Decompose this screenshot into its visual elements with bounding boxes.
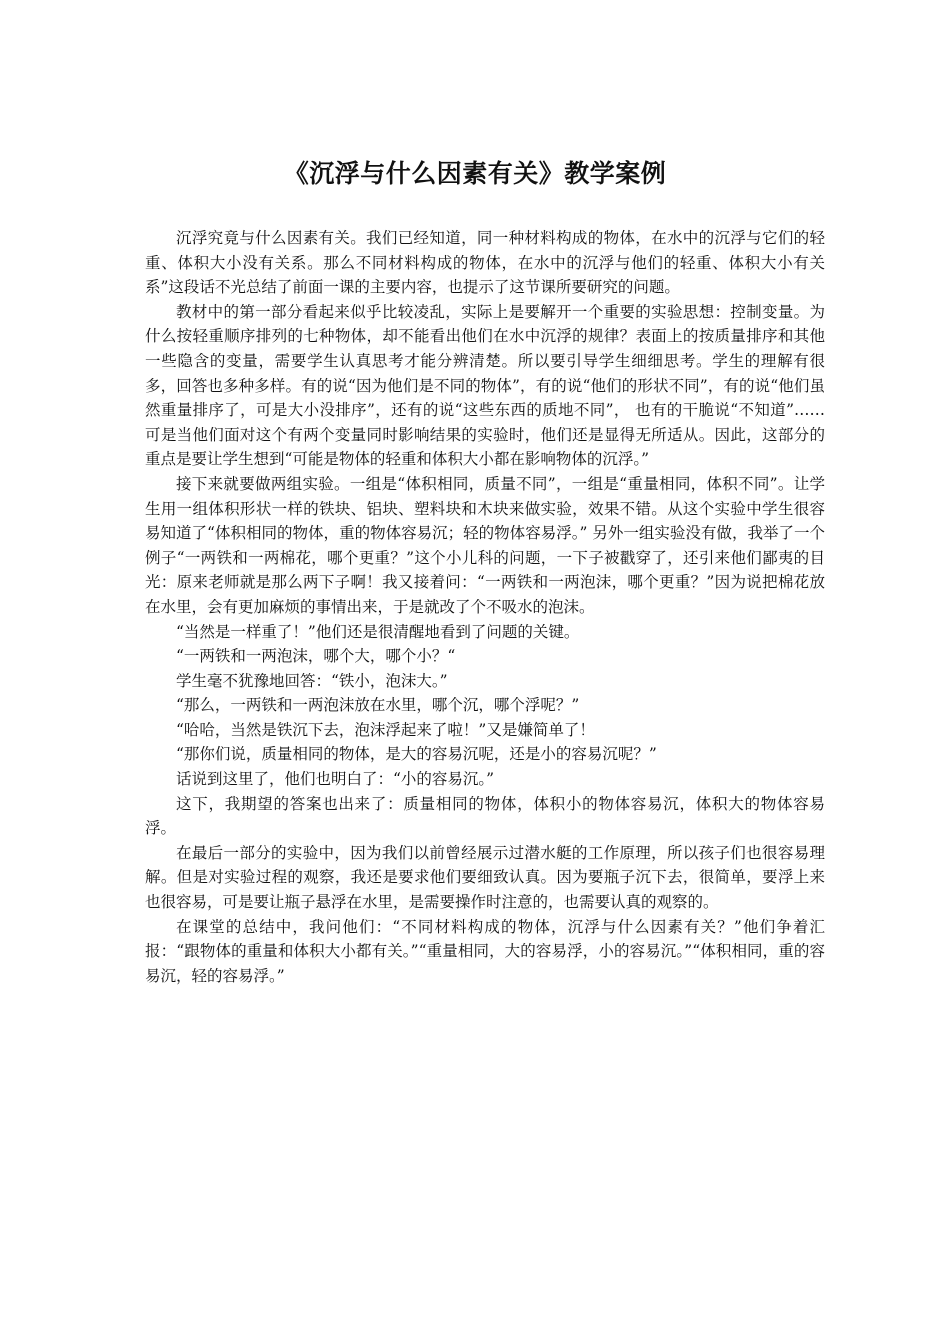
paragraph-conclusion: 这下，我期望的答案也出来了：质量相同的物体，体积小的物体容易沉，体积大的物体容易浮。 bbox=[145, 794, 825, 838]
document-body bbox=[145, 226, 825, 988]
dialogue-line: “哈哈，当然是铁沉下去，泡沫浮起来了啦！”又是嫌简单了！ bbox=[176, 720, 595, 739]
dialogue-line: 学生毫不犹豫地回答：“铁小，泡沫大。” bbox=[176, 671, 448, 690]
dialogue-line: 话说到这里了，他们也明白了：“小的容易沉。” bbox=[176, 770, 495, 789]
paragraph-summary: 在课堂的总结中，我问他们：“不同材料构成的物体，沉浮与什么因素有关？”他们争着汇报：“跟物体的重量和体积大小都有关。”“重量相同，大的容易浮，小的容易沉。”“体积相同，重的容易沉，轻的容易浮。” bbox=[145, 917, 825, 985]
paragraph-last-part: 在最后一部分的实验中，因为我们以前曾经展示过潜水艇的工作原理，所以孩子们也很容易理解。但是对实验过程的观察，我还是要求他们要细致认真。因为要瓶子沉下去，很简单，要浮上来也很容易，可是要让瓶子悬浮在水里，是需要操作时注意的，也需要认真的观察的。 bbox=[145, 843, 825, 912]
document-title: 《沉浮与什么因素有关》教学案例 bbox=[283, 159, 667, 188]
paragraph-experiments: 接下来就要做两组实验。一组是“体积相同，质量不同”，一组是“重量相同，体积不同”。让学生用一组体积形状一样的铁块、铝块、塑料块和木块来做实验，效果不错。从这个实验中学生很容易知道了“体积相同的物体，重的物体容易沉；轻的物体容易浮。” 另外一组实验没有做，我举了一个例子“一两铁和一两棉花，哪个更重？”这个小儿科的问题，一下子被戳穿了，还引来他们鄙夷的目光：原来老师就是那么两下子啊！我又接着问：“一两铁和一两泡沫，哪个更重？”因为说把棉花放在水里，会有更加麻烦的事情出来，于是就改了个不吸水的泡沫。 bbox=[145, 474, 825, 616]
dialogue-line: “那你们说，质量相同的物体，是大的容易沉呢，还是小的容易沉呢？” bbox=[176, 745, 657, 764]
dialogue-line: “一两铁和一两泡沫，哪个大，哪个小？“ bbox=[176, 647, 456, 666]
dialogue-line: “当然是一样重了！”他们还是很清醒地看到了问题的关键。 bbox=[176, 622, 580, 641]
paragraph-part-one: 教材中的第一部分看起来似乎比较凌乱，实际上是要解开一个重要的实验思想：控制变量。为什么按轻重顺序排列的七种物体，却不能看出他们在水中沉浮的规律？表面上的按质量排序和其他一些隐含的变量，需要学生认真思考才能分辨清楚。所以要引导学生细细思考。学生的理解有很多，回答也多种多样。有的说“因为他们是不同的物体”，有的说“他们的形状不同”，有的说“他们虽然重量排序了，可是大小没排序”，还有的说“这些东西的质地不同”， 也有的干脆说“不知道”……可是当他们面对这个有两个变量同时影响结果的实验时，他们还是显得无所适从。因此，这部分的重点是要让学生想到“可能是物体的轻重和体积大小都在影响物体的沉浮。” bbox=[145, 302, 825, 469]
dialogue-line: “那么，一两铁和一两泡沫放在水里，哪个沉，哪个浮呢？” bbox=[176, 696, 580, 715]
paragraph-intro: 沉浮究竟与什么因素有关。我们已经知道，同一种材料构成的物体，在水中的沉浮与它们的轻重、体积大小没有关系。那么不同材料构成的物体，在水中的沉浮与他们的轻重、体积大小有关系”这段话不光总结了前面一课的主要内容，也提示了这节课所要研究的问题。 bbox=[145, 229, 825, 297]
